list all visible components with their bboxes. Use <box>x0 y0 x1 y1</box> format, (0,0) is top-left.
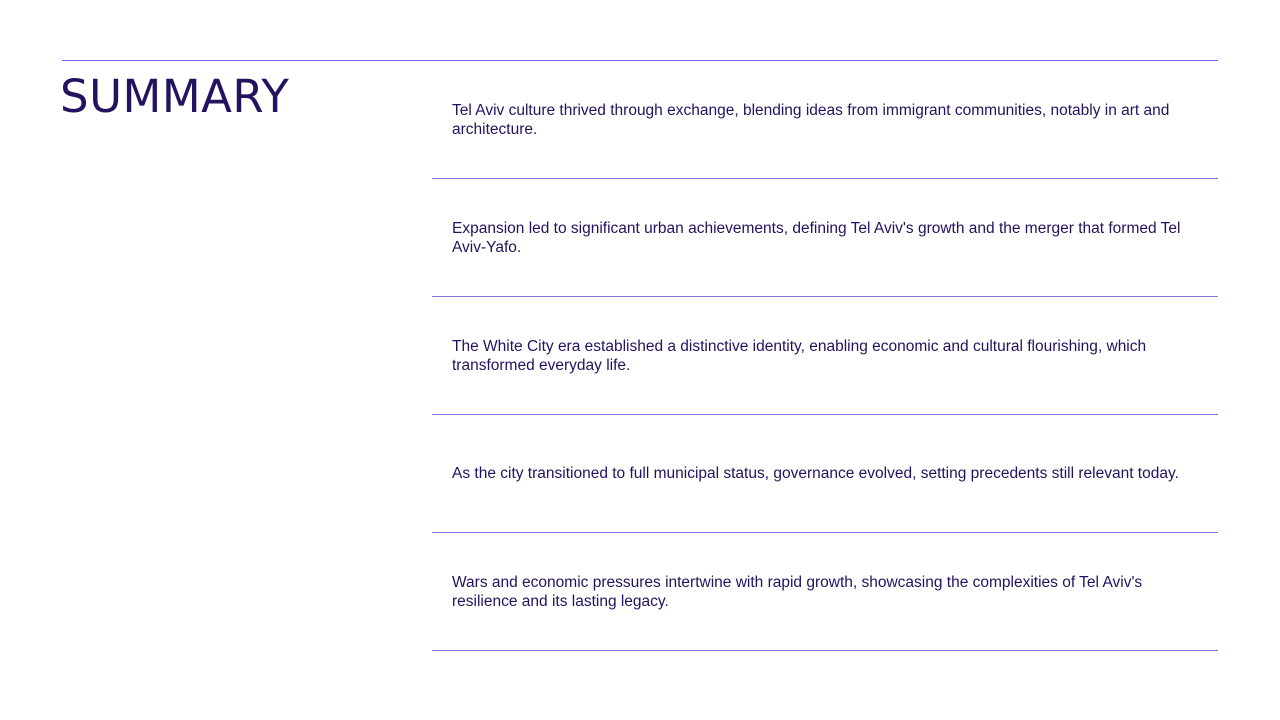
summary-item <box>432 297 1218 415</box>
slide-title: SUMMARY <box>60 70 290 123</box>
summary-list <box>432 61 1218 651</box>
summary-item <box>432 415 1218 533</box>
summary-item-text: Tel Aviv culture thrived through exchange, blending ideas from immigrant communities, notably in art and architecture. <box>452 101 1170 138</box>
summary-item-text: Wars and economic pressures intertwine with rapid growth, showcasing the complexities of Tel Aviv's resilience and its lasting legacy. <box>452 573 1143 610</box>
summary-item <box>432 179 1218 297</box>
summary-item-text: As the city transitioned to full municipal status, governance evolved, setting precedents still relevant today. <box>452 465 1179 482</box>
summary-item-text: Expansion led to significant urban achievements, defining Tel Aviv's growth and the merger that formed Tel Aviv-Yafo. <box>452 219 1181 256</box>
summary-item-text: The White City era established a distinctive identity, enabling economic and cultural flourishing, which transformed everyday life. <box>452 337 1147 374</box>
summary-item <box>432 533 1218 651</box>
summary-item <box>432 61 1218 179</box>
